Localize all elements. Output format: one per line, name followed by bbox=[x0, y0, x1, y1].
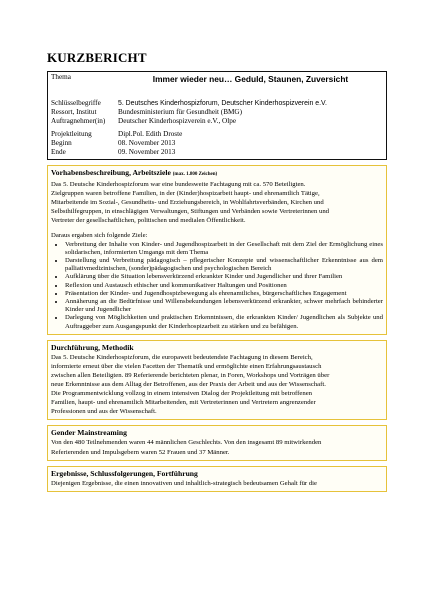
thema-label: Thema bbox=[51, 73, 71, 81]
paragraph-line: Das 5. Deutsche Kinderhospizforum war eine bundesweite Fachtagung mit ca. 570 Beteiligten. bbox=[51, 181, 306, 188]
section-title: Gender Mainstreaming bbox=[51, 428, 127, 438]
paragraph-line: Selbsthilfegruppen, in einschlägigen Verwaltungen, Stiftungen und Verbänden sowie Vertreterinnen und bbox=[51, 208, 330, 216]
meta-row-schluesselbegriffe bbox=[51, 99, 383, 108]
paragraph-line: Diejenigen Ergebnisse, die einen innovativen und inhaltlich-strategisch bedeutsamen Gehalt für die bbox=[51, 479, 317, 487]
paragraph-line: Die Programmentwicklung vollzog in einem intensiven Dialog der Projektleitung mit betroffenen bbox=[51, 390, 313, 398]
goal-item: • Aufklärung über die Situation lebensverkürzend erkrankter Kinder und Jugendlicher und ihrer Familien bbox=[65, 273, 383, 281]
section-durchfuehrung bbox=[47, 340, 387, 421]
goal-item: • Präsentation der Kinder- und Jugendhospizbewegung als ehrenamtliches, bürgerschaftliches Engagement bbox=[65, 290, 383, 298]
meta-value: 5. Deutsches Kinderhospizforum, Deutscher Kinderhospizverein e.V. bbox=[118, 100, 327, 107]
paragraph-line: Das 5. Deutsche Kinderhospizforum, die europaweit bedeutendste Fachtagung in diesem Bereich, bbox=[51, 353, 313, 361]
goal-item: • Verbreitung der Inhalte von Kinder- und Jugendhospizarbeit in der Gesellschaft mit dem Ziel der Ermöglichung eines solidarischen, informierten Umgangs mit dem Thema bbox=[65, 241, 383, 257]
meta-row-auftragnehmer bbox=[51, 117, 383, 126]
section-title: Ergebnisse, Schlussfolgerungen, Fortführung bbox=[51, 468, 198, 478]
meta-value: 08. November 2013 bbox=[118, 139, 176, 147]
thema-row bbox=[51, 73, 383, 99]
paragraph-line: Mitarbeitende im Sozial-, Gesundheits- und Erziehungsbereich, in Wohlfahrtsverbänden, Kirchen und bbox=[51, 199, 324, 207]
metadata-table bbox=[47, 71, 387, 160]
section-vorhabensbeschreibung bbox=[47, 165, 387, 335]
document-page bbox=[47, 50, 387, 492]
paragraph-line: informierte erneut über die vielen Facetten der Thematik und ermöglichte einen Erfahrungsaustausch bbox=[51, 362, 322, 370]
meta-row-beginn bbox=[51, 139, 383, 148]
goal-item: • Darstellung und Verbreitung pädagogisch – pflegerischer Konzepte und wissenschaftlicher Erkenntnisse aus dem palliativmedizinischen, (sonder)pädagogischen und psychologischen Bereich bbox=[65, 257, 383, 273]
goals-list bbox=[51, 241, 383, 331]
document-title: KURZBERICHT bbox=[47, 50, 147, 65]
section-title: Durchführung, Methodik bbox=[51, 342, 134, 352]
meta-row-projektleitung bbox=[51, 130, 383, 139]
goal-item: • Darlegung von Möglichkeiten und praktischen Erkenntnissen, die erkrankten Kinder/ Jugendlichen als Subjekte und Auftraggeber zum Ausgangspunkt der Kinderhospizarbeit zu stärken und zu befähigen. bbox=[65, 314, 383, 330]
meta-label: Ressort, Institut bbox=[51, 108, 97, 116]
goals-intro: Daraus ergaben sich folgende Ziele: bbox=[51, 232, 148, 240]
section-title-text: Vorhabensbeschreibung, Arbeitsziele bbox=[51, 168, 171, 177]
meta-row-ende bbox=[51, 148, 383, 157]
meta-label: Auftragnehmer(in) bbox=[51, 117, 106, 125]
goal-item: • Annäherung an die Bedürfnisse und Willensbekundungen lebensverkürzend erkrankter, schwer mehrfach behinderter Kinder und Jugendlicher bbox=[65, 298, 383, 314]
section-title-note: (max. 1.800 Zeichen) bbox=[172, 172, 218, 177]
meta-row-ressort bbox=[51, 108, 383, 117]
thema-value: Immer wieder neu… Geduld, Staunen, Zuversicht bbox=[152, 74, 349, 84]
paragraph-line: Familien, haupt- und ehrenamtlich Mitarbeitenden, mit Vertreterinnen und Vertretern angrenzender bbox=[51, 399, 316, 407]
meta-value: Bundesministerium für Gesundheit (BMG) bbox=[118, 108, 242, 116]
meta-value: Deutscher Kinderhospizverein e.V., Olpe bbox=[118, 117, 237, 125]
meta-label: Projektleitung bbox=[51, 130, 92, 138]
meta-value: 09. November 2013 bbox=[118, 148, 176, 156]
paragraph-line: neue Erkenntnisse aus dem Alltag der Betroffenen, aus der Praxis der Arbeit und aus der Wissenschaft. bbox=[51, 381, 326, 389]
section-gender-mainstreaming bbox=[47, 425, 387, 460]
goal-item: • Reflexion und Austausch ethischer und kommunikativer Haltungen und Positionen bbox=[65, 282, 383, 290]
paragraph-line: Von den 480 Teilnehmenden waren 44 männlichen Geschlechts. Von den insgesamt 89 mitwirkenden bbox=[51, 439, 322, 447]
section-ergebnisse bbox=[47, 466, 387, 492]
meta-label: Beginn bbox=[51, 139, 72, 147]
paragraph-line: zwischen allen Beteiligten. 89 Referierende berichteten plenar, in Foren, Workshops und Vorträgen über bbox=[51, 371, 330, 379]
paragraph-line: Vertreter der gesellschaftlichen, politischen und medialen Öffentlichkeit. bbox=[51, 217, 246, 225]
paragraph-line: Referierenden und Impulsgebern waren 52 Frauen und 37 Männer. bbox=[51, 448, 230, 456]
meta-label: Schlüsselbegriffe bbox=[51, 99, 101, 107]
paragraph-line: Professionen und aus der Wissenschaft. bbox=[51, 408, 157, 416]
paragraph-line: Zielgruppen waren betroffene Familien, in der (Kinder)hospizarbeit haupt- und ehrenamtlich Tätige, bbox=[51, 190, 320, 198]
meta-label: Ende bbox=[51, 148, 66, 156]
section-title bbox=[51, 168, 383, 180]
meta-value: Dipl.Pol. Edith Droste bbox=[118, 130, 183, 138]
